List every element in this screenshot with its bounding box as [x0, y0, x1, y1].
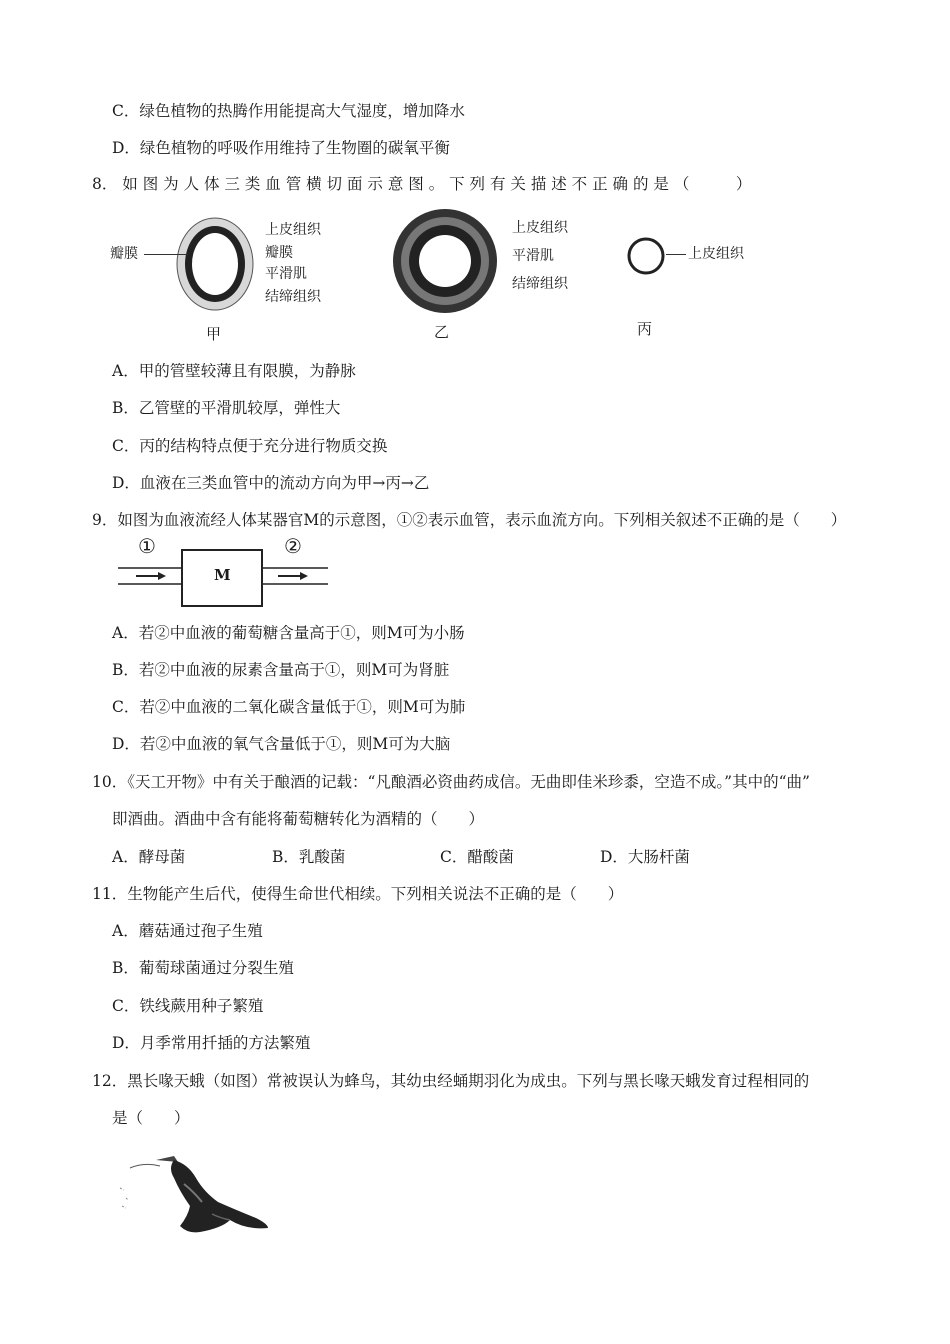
caption-yi: 乙: [434, 323, 450, 341]
label-epithelium: 上皮组织: [512, 220, 568, 236]
option-c: C．铁线蕨用种子繁殖: [112, 997, 264, 1015]
question-10: 10．《天工开物》中有关于酿酒的记载：“凡酿酒必资曲药成信。无曲即佳米珍黍，空造不成。”其中的“曲”: [92, 773, 810, 791]
option-d: D．若②中血液的氧气含量低于①，则M可为大脑: [112, 735, 451, 753]
label-connective-tissue: 结缔组织: [265, 289, 321, 305]
option-a: A．甲的管壁较薄且有限膜，为静脉: [112, 362, 356, 380]
organ-flow-diagram: [118, 534, 333, 610]
leader-line: [666, 254, 686, 255]
label-valve: 瓣膜: [265, 245, 293, 261]
artery-diagram: [390, 206, 500, 316]
question-11: 11．生物能产生后代，使得生命世代相续。下列相关说法不正确的是（ ）: [92, 885, 624, 903]
option-b: B．乙管壁的平滑肌较厚，弹性大: [112, 399, 341, 417]
leader-line: [144, 254, 188, 255]
option-a: A．酵母菌: [112, 848, 186, 866]
label-epithelium: 上皮组织: [688, 246, 744, 262]
option-a: A．若②中血液的葡萄糖含量高于①，则M可为小肠: [112, 624, 465, 642]
vessel-figure: [110, 206, 810, 346]
option-a: A．蘑菇通过孢子生殖: [112, 922, 263, 940]
option-b: B．乳酸菌: [272, 848, 346, 866]
label-epithelium: 上皮组织: [265, 222, 321, 238]
question-10-cont: 即酒曲。酒曲中含有能将葡萄糖转化为酒精的（ ）: [112, 810, 485, 828]
capillary-diagram: [624, 234, 668, 278]
option-b: B．若②中血液的尿素含量高于①，则M可为肾脏: [112, 661, 450, 679]
vein-diagram: [170, 212, 260, 318]
option-c: C．丙的结构特点便于充分进行物质交换: [112, 437, 388, 455]
option-c: C．若②中血液的二氧化碳含量低于①，则M可为肺: [112, 698, 466, 716]
option-d: D．血液在三类血管中的流动方向为甲→丙→乙: [112, 474, 430, 492]
option-d: D．绿色植物的呼吸作用维持了生物圈的碳氧平衡: [112, 139, 450, 157]
hawk-moth-image: [118, 1148, 278, 1238]
label-smooth-muscle: 平滑肌: [512, 248, 554, 264]
option-b: B．葡萄球菌通过分裂生殖: [112, 959, 294, 977]
question-12: 12．黑长喙天蛾（如图）常被误认为蜂鸟，其幼虫经蛹期羽化为成虫。下列与黑长喙天蛾发育过程相同的: [92, 1072, 810, 1090]
option-c: C．绿色植物的热腾作用能提高大气湿度，增加降水: [112, 102, 465, 120]
option-c: C．醋酸菌: [440, 848, 514, 866]
vessel-2-label: ②: [284, 534, 302, 558]
question-12-cont: 是（ ）: [112, 1109, 190, 1127]
caption-jia: 甲: [206, 325, 222, 343]
caption-bing: 丙: [637, 320, 653, 338]
label-smooth-muscle: 平滑肌: [265, 266, 307, 282]
options-row: [0, 847, 950, 867]
label-connective-tissue: 结缔组织: [512, 276, 568, 292]
label-valve-left: 瓣膜: [110, 246, 138, 262]
option-d: D．月季常用扦插的方法繁殖: [112, 1034, 311, 1052]
vessel-1-label: ①: [138, 534, 156, 558]
organ-label: M: [214, 566, 231, 584]
option-d: D．大肠杆菌: [600, 848, 690, 866]
question-8: 8． 如 图 为 人 体 三 类 血 管 横 切 面 示 意 图 。 下 列 有 关 描 述 不 正 确 的 是 （ ）: [92, 175, 752, 193]
question-9: 9．如图为血液流经人体某器官M的示意图，①②表示血管，表示血流方向。下列相关叙述不正确的是（ ）: [92, 511, 847, 529]
